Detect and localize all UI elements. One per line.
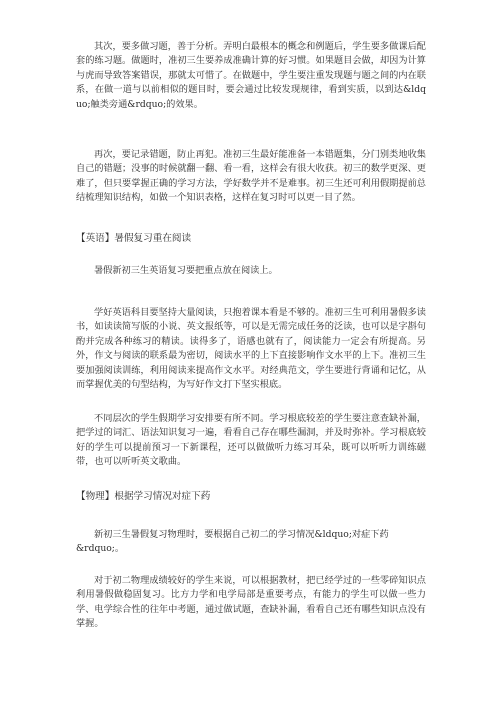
paragraph-physics-intro: 新初三生暑假复习物理时，要根据自己初二的学习情况&ldquo;对症下药&rdquo;。 xyxy=(76,529,389,554)
section-heading-english: 【英语】暑假复习重在阅读 xyxy=(76,233,192,244)
paragraph-english-reading: 学好英语科目要坚持大量阅读，只抱着课本看是不够的。准初三生可利用暑假多读书，如读读简写版的小说、英文报纸等，可以是无需完成任务的泛读，也可以是字斟句酌并完成各种练习的精读。读得多了，语感也就有了，阅读能力一定会有所提高。另外，作文与阅读的联系最为密切，阅读水平的上下直接影响作文水平的上下。准初三生要加强阅读训练，利用阅读来提高作文水平。对经典范文，学生要进行背诵和记忆，从而掌握优美的句型结构，为写好作文打下坚实根底。 xyxy=(76,307,426,391)
paragraph-math-practice: 其次，要多做习题，善于分析。弄明白最根本的概念和例题后，学生要多做课后配套的练习题。做题时，准初三生要养成准确计算的好习惯。如果题目会做，却因为计算与虎而导致答案错误，那就太可惜了。在做题中，学生要注重发现题与题之间的内在联系，在做一道与以前相似的题目时，要会通过比较发现规律，看到实质，以到达&ldquo;触类旁通&rdquo;的效果。 xyxy=(76,41,426,110)
paragraph-english-levels: 不同层次的学生假期学习安排要有所不同。学习根底较差的学生要注意查缺补漏，把学过的词汇、语法知识复习一遍，看看自己存在哪些漏洞，并及时弥补。学习根底较好的学生可以提前预习一下新课程，还可以做做听力练习耳朵，既可以听听力训练磁带，也可以听听英文歌曲。 xyxy=(76,413,426,468)
paragraph-math-mistakes: 再次，要记录错题，防止再犯。准初三生最好能准备一本错题集，分门别类地收集自己的错题；没事的时候就翻一翻、看一看，这样会有很大收获。初三的数学更深、更难了，但只要掌握正确的学习方法，学好数学并不是难事。初三生还可利用假期提前总结梳理知识结构，如做一个知识表格，这样在复习时可以更一目了然。 xyxy=(76,149,426,204)
paragraph-english-intro: 暑假新初三生英语复习要把重点放在阅读上。 xyxy=(94,265,278,276)
section-heading-physics: 【物理】根据学习情况对症下药 xyxy=(76,491,211,502)
paragraph-physics-review: 对于初二物理成绩较好的学生来说，可以根据教材，把已经学过的一些零碎知识点利用暑假做稳固复习。比方力学和电学局部是重要考点，有能力的学生可以做一些力学、电学综合性的往年中考题，通过做试题，查缺补漏，看看自己还有哪些知识点没有掌握。 xyxy=(76,575,426,630)
